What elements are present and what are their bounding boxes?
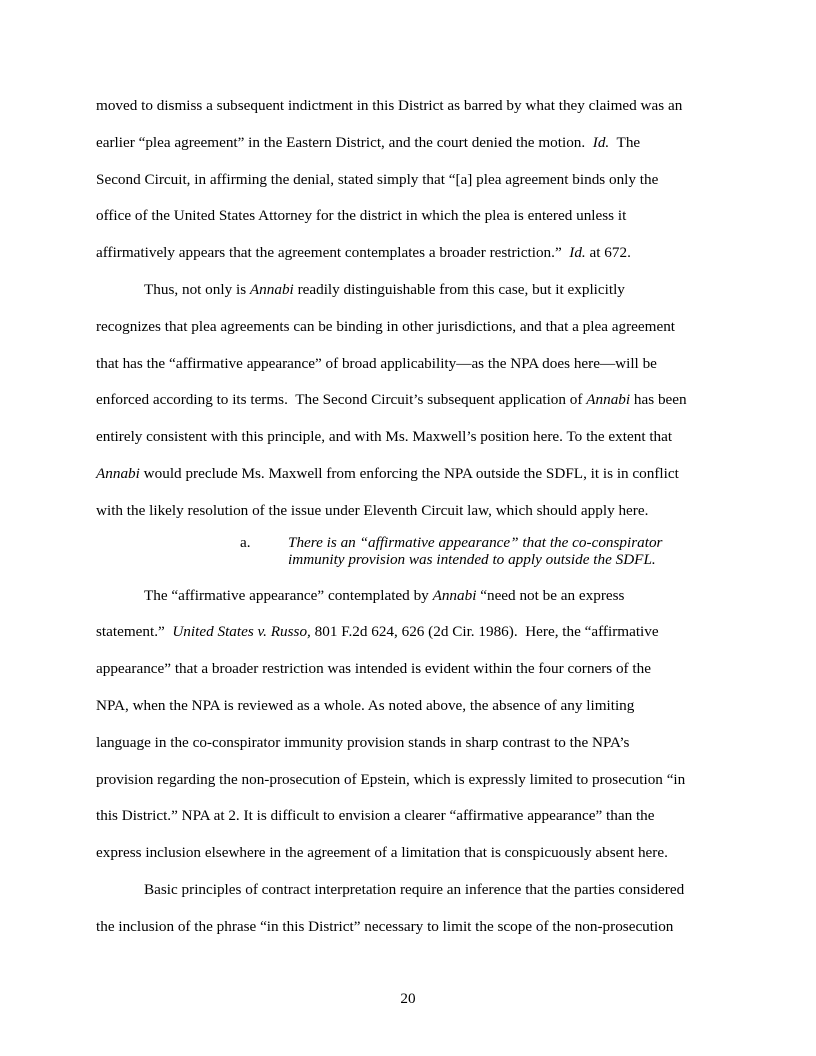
text-run: recognizes that plea agreements can be binding in other jurisdictions, and that a plea agreement bbox=[96, 317, 676, 335]
text-run: The bbox=[609, 133, 641, 151]
document-body bbox=[96, 88, 720, 946]
case-name: Annabi bbox=[96, 464, 140, 482]
text-run: earlier “plea agreement” in the Eastern District, and the court denied the motion. bbox=[96, 133, 593, 151]
heading-line: There is an “affirmative appearance” that the co-conspirator bbox=[288, 533, 663, 551]
paragraph-1 bbox=[96, 88, 720, 272]
text-line bbox=[96, 198, 720, 235]
text-line bbox=[96, 88, 720, 125]
text-run: readily distinguishable from this case, but it explicitly bbox=[293, 280, 625, 298]
text-run: statement.” bbox=[96, 623, 173, 641]
text-line bbox=[96, 382, 720, 419]
text-line bbox=[96, 725, 720, 762]
case-name: Annabi bbox=[586, 391, 631, 409]
text-run: language in the co-conspirator immunity provision stands in sharp contrast to the NPA’s bbox=[96, 733, 630, 751]
text-run: would preclude Ms. Maxwell from enforcing the NPA outside the SDFL, it is in conflict bbox=[139, 464, 679, 482]
text-line bbox=[96, 651, 720, 688]
text-run: Basic principles of contract interpretation require an inference that the parties considered bbox=[144, 880, 685, 898]
heading-text bbox=[288, 534, 728, 568]
text-line bbox=[96, 872, 720, 909]
text-line bbox=[96, 614, 720, 651]
text-line bbox=[96, 419, 720, 456]
text-line bbox=[96, 909, 720, 946]
text-line bbox=[96, 798, 720, 835]
case-name: Annabi bbox=[249, 280, 294, 298]
citation-id: Id. bbox=[592, 133, 610, 151]
text-line bbox=[96, 125, 720, 162]
text-run: The “affirmative appearance” contemplated by bbox=[144, 586, 433, 604]
citation-id: Id. bbox=[569, 244, 586, 262]
text-line bbox=[96, 688, 720, 725]
text-line bbox=[96, 456, 720, 493]
text-line bbox=[96, 493, 720, 530]
text-run: this District.” NPA at 2. It is difficult to envision a clearer “affirmative appearance” than the bbox=[96, 807, 655, 825]
text-run: 801 F.2d 624, 626 (2d Cir. 1986). Here, the “affirmative bbox=[310, 623, 659, 641]
paragraph-4 bbox=[96, 872, 720, 946]
text-run: office of the United States Attorney for the district in which the plea is entered unless it bbox=[96, 207, 627, 225]
text-line bbox=[96, 272, 720, 309]
section-heading bbox=[96, 534, 720, 572]
text-run: Thus, not only is bbox=[144, 280, 250, 298]
text-line bbox=[96, 309, 720, 346]
text-run: “need not be an express bbox=[476, 586, 625, 604]
paragraph-3 bbox=[96, 578, 720, 872]
text-run: moved to dismiss a subsequent indictment in this District as barred by what they claimed was an bbox=[96, 97, 683, 114]
text-run: provision regarding the non-prosecution of Epstein, which is expressly limited to prosecution “in bbox=[96, 770, 686, 788]
text-run: affirmatively appears that the agreement contemplates a broader restriction.” bbox=[96, 244, 570, 262]
text-run: appearance” that a broader restriction was intended is evident within the four corners of the bbox=[96, 660, 651, 678]
text-run: entirely consistent with this principle, and with Ms. Maxwell’s position here. To the extent that bbox=[96, 428, 673, 446]
text-line bbox=[96, 235, 720, 272]
case-name: Annabi bbox=[432, 586, 477, 604]
text-line bbox=[96, 346, 720, 383]
paragraph-2 bbox=[96, 272, 720, 530]
text-line bbox=[96, 162, 720, 199]
text-run: enforced according to its terms. The Second Circuit’s subsequent application of bbox=[96, 391, 587, 409]
text-line bbox=[96, 835, 720, 872]
case-name: United States v. Russo, bbox=[172, 623, 311, 641]
text-line bbox=[96, 578, 720, 615]
page-number: 20 bbox=[400, 990, 416, 1007]
text-run: with the likely resolution of the issue under Eleventh Circuit law, which should apply here. bbox=[96, 501, 649, 519]
text-run: at 672. bbox=[585, 244, 631, 262]
text-run: NPA, when the NPA is reviewed as a whole. As noted above, the absence of any limiting bbox=[96, 696, 635, 714]
text-run: has been bbox=[630, 391, 687, 409]
text-run: that has the “affirmative appearance” of broad applicability—as the NPA does here—will be bbox=[96, 354, 657, 372]
text-line bbox=[96, 762, 720, 799]
text-run: express inclusion elsewhere in the agreement of a limitation that is conspicuously absent here. bbox=[96, 844, 668, 862]
text-run: the inclusion of the phrase “in this District” necessary to limit the scope of the non-prosecution bbox=[96, 917, 674, 935]
heading-line: immunity provision was intended to apply outside the SDFL. bbox=[288, 550, 656, 568]
text-run: Second Circuit, in affirming the denial, stated simply that “[a] plea agreement binds only the bbox=[96, 170, 659, 188]
heading-label: a. bbox=[240, 533, 251, 551]
